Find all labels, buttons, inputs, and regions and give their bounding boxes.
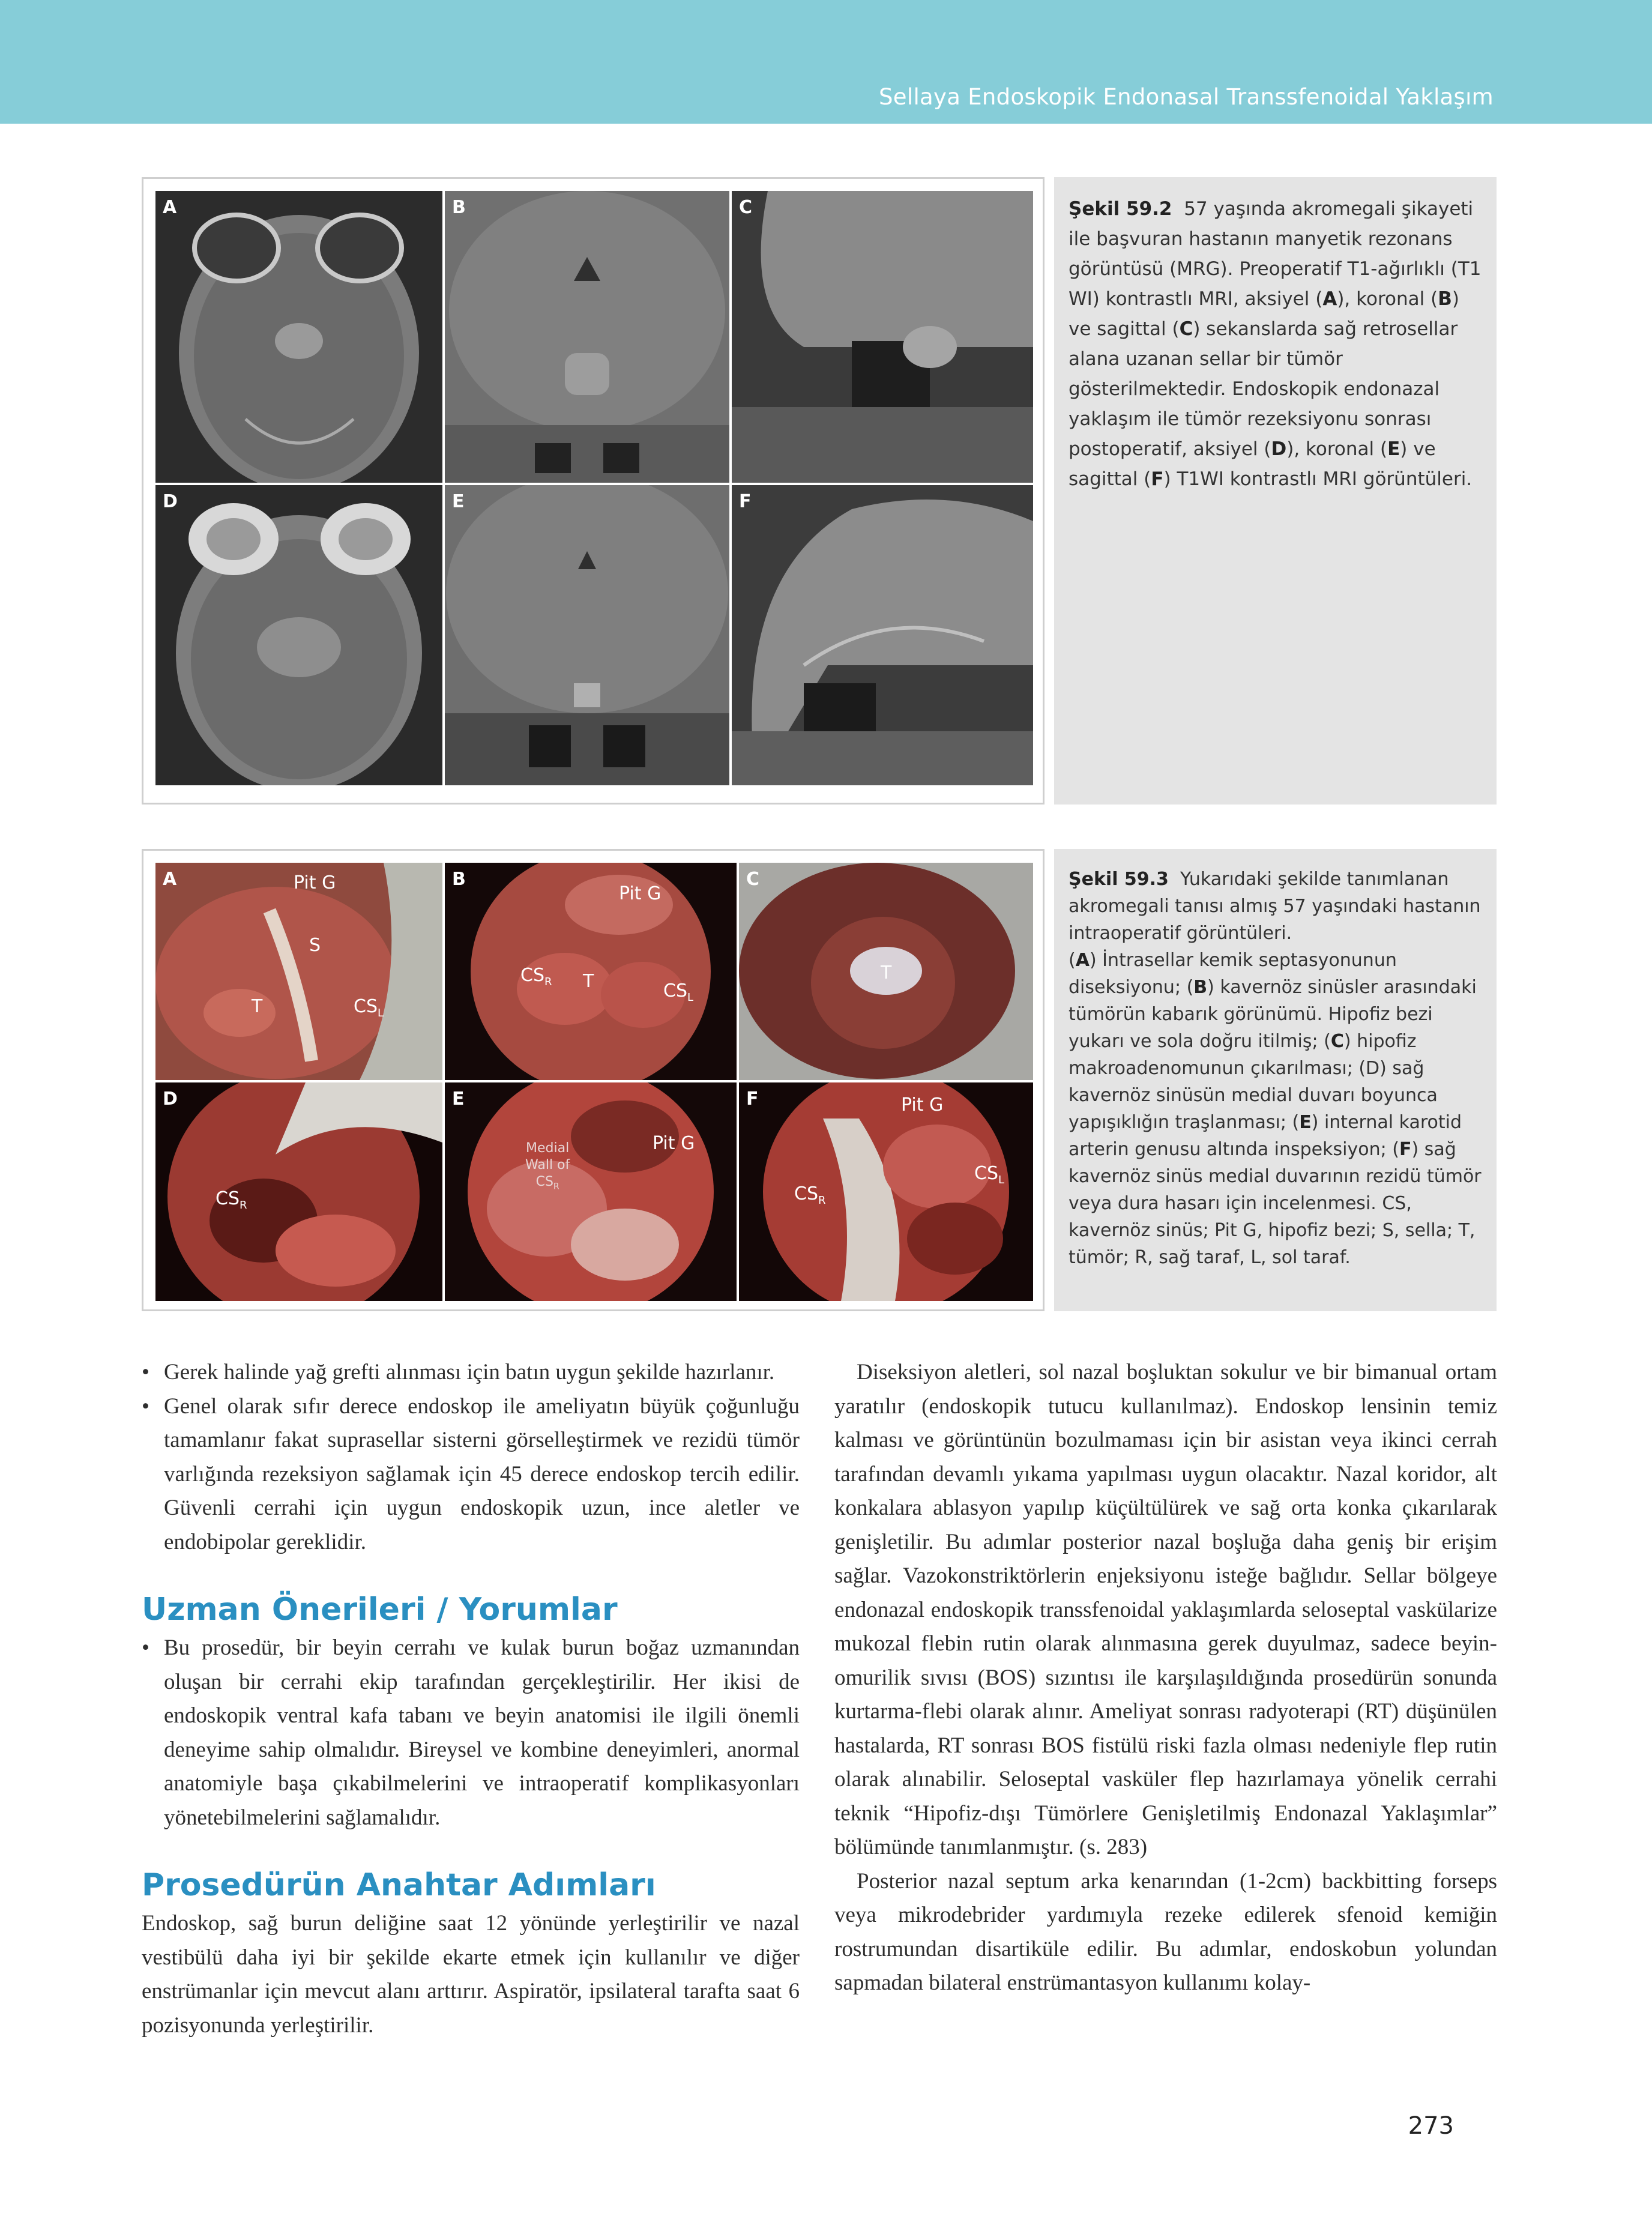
paragraph: Posterior nazal septum arka kenarından (1-2cm) backbitting forseps veya mikrodebrider yardımıyla rezeke edilerek sfenoid kemiğin rostrumundan disartiküle edilir. Bu adımlar, endoskobun yolundan sapmadan bilateral enstrümantasyon kullanımı kolay-	[834, 1868, 1497, 1995]
list-item: • Gerek halinde yağ grefti alınması için batın uygun şekilde hazırlanır.	[142, 1356, 800, 1390]
bullet-list	[142, 1631, 800, 1835]
left-column	[142, 1356, 800, 2042]
running-title: Sellaya Endoskopik Endonasal Transsfenoidal Yaklaşım	[879, 84, 1494, 110]
caption-text: 57 yaşında akromegali şikayeti ile başvuran hastanın manyetik rezonans görüntüsü (MRG). Preoperatif T1-ağırlıklı (T1 WI) kontrastlı MRI, aksiyel (	[1069, 198, 1482, 310]
panel-label: B	[452, 197, 466, 218]
figure-59-3	[142, 849, 1045, 1311]
panel-label: F	[746, 1088, 759, 1109]
panel-label: F	[739, 491, 752, 512]
annotation-cs-left: $CS_L$	[663, 980, 694, 1004]
panel-label: B	[452, 869, 466, 890]
caption-label: Şekil 59.2	[1069, 198, 1172, 220]
annotation-tumor: T	[583, 971, 594, 992]
list-item: • Bu prosedür, bir beyin cerrahı ve kulak burun boğaz uzmanından oluşan bir cerrahi ekip tarafından gerçekleştirilir. Her ikisi de endoskopik ventral kafa tabanı ve beyin anatomisi ile ilgili önemli deneyime sahip olmalıdır. Bireysel ve kombine deneyimleri, anormal anatomiyle başa çıkabilmelerini ve intraoperatif komplikasyonları yönetebilmelerini sağlamalıdır.	[142, 1631, 800, 1835]
caption-text: ) sağ kavernöz sinüs medial duvarının rezidü tümör veya dura hasarı için incelenmesi. CS, kavernöz sinüs; Pit G, hipofiz bezi; S, sella; T, tümör; R, sağ taraf, L, sol taraf.	[1069, 1139, 1482, 1268]
right-column	[834, 1356, 1497, 2000]
caption-key: B	[1438, 288, 1452, 310]
figure-59-3-caption: Şekil 59.3 Yukarıdaki şekilde tanımlanan akromegali tanısı almış 57 yaşındaki hastanın intraoperatif görüntüleri. (A) İntrasellar kemik septasyonunun diseksiyonu; (B) kavernöz sinüsler arasındaki tümörün kabarık görünümü. Hipofiz bezi yukarı ve sola doğru itilmiş; (C) hipofiz makroadenomunun çıkarılması; (D) sağ kavernöz sinüsün medial duvarı boyunca yapışıklığın traşlanması; (E) internal karotid arterin genusu altında inspeksiyon; (F) sağ kavernöz sinüs medial duvarının rezidü tümör veya dura hasarı için incelenmesi. CS, kavernöz sinüs; Pit G, hipofiz bezi; S, sella; T, tümör; R, sağ taraf, L, sol taraf.	[1054, 849, 1497, 1311]
caption-key: B	[1193, 977, 1208, 998]
paragraph: Endoskop, sağ burun deliğine saat 12 yönünde yerleştirilir ve nazal vestibülü daha iyi bir şekilde ekarte etmek için kullanılır ve diğer enstrümanlar için mevcut alanı arttırır. Aspiratör, ipsilateral tarafta saat 6 pozisyonunda yerleştirilir.	[142, 1911, 800, 2038]
panel-label: C	[746, 869, 760, 890]
endoscopic-panel-c	[739, 863, 1033, 1080]
mri-panel-a	[155, 191, 442, 483]
header-band	[0, 0, 1652, 124]
caption-text: ) sekanslarda sağ retrosellar alana uzanan sellar bir tümör gösterilmektedir. Endoskopik endonazal yaklaşım ile tümör rezeksiyonu sonrası postoperatif, aksiyel (	[1069, 318, 1458, 460]
mri-panel-f	[732, 485, 1033, 785]
panel-label: E	[452, 491, 465, 512]
caption-key: E	[1299, 1112, 1312, 1133]
annotation-cs-right: $CS_R$	[216, 1188, 247, 1212]
page-number: 273	[1408, 2112, 1454, 2140]
endoscopic-panel-f	[739, 1082, 1033, 1301]
figure-59-2	[142, 177, 1045, 805]
caption-key: F	[1399, 1139, 1412, 1160]
caption-key: A	[1075, 950, 1090, 971]
bullet-list	[142, 1356, 800, 1559]
paragraph: Diseksiyon aletleri, sol nazal boşluktan sokulur ve bir bimanual ortam yaratılır (endoskopik tutucu kullanılmaz). Endoskop lensinin temiz kalması ve görüntünün bozulmaması için bir asistan veya ikinci cerrah tarafından devamlı yıkama yapılması uygun olacaktır. Nazal koridor, alt konkalara ablasyon yapılıp küçültülürek ve sağ orta konka çıkarılarak genişletilir. Bu adımlar posterior nazal boşluğa daha geniş bir erişim sağlar. Vazokonstriktörlerin enjeksiyonu isteğe bağlıdır. Sellar bölgeye endonazal endoskopik transsfenoidal yaklaşımlarda seloseptal vaskülarize mukozal flebin rutin olarak alınmasına gerek duyulmaz, sadece beyin-omurilik sıvısı (BOS) sızıntısı ile karşılaşıldığında prosedürün sonunda kurtarma-flebi olarak alınır. Ameliyat sonrası radyoterapi (RT) düşünülen hastalarda, RT sonrası BOS fistülü riski fazla olması nedeniyle flep rutin olarak alınabilir. Seloseptal vasküler flep hazırlamaya yönelik cerrahi teknik “Hipofiz-dışı Tümörlere Genişletilmiş Endonazal Yaklaşımlar” bölümünde tanımlanmıştır. (s. 283)	[834, 1360, 1497, 1859]
list-item: • Genel olarak sıfır derece endoskop ile ameliyatın büyük çoğunluğu tamamlanır fakat suprasellar sisterni görselleştirmek ve rezidü tümör varlığında rezeksiyon sağlamak için 45 derece endoskop tercih edilir. Güvenli cerrahi için uygun endoskopik uzun, ince aletler ve endobipolar gereklidir.	[142, 1390, 800, 1560]
mri-panel-c	[732, 191, 1033, 483]
caption-text: ) hipofiz makroadenomunun çıkarılması; (D) sağ kavernöz sinüsün medial duvarı boyunca yapışıklığın traşlanması; (	[1069, 1031, 1438, 1133]
caption-key: C	[1179, 318, 1193, 340]
mri-panel-d	[155, 485, 442, 785]
annotation-cs-right: $CS_R$	[520, 965, 552, 988]
annotation-pit-g: Pit G	[619, 883, 662, 904]
caption-label: Şekil 59.3	[1069, 869, 1169, 890]
mri-panel-b	[445, 191, 729, 483]
caption-text: ), koronal (	[1337, 288, 1438, 310]
annotation-sella: S	[309, 935, 321, 956]
annotation-pit-g: Pit G	[294, 872, 336, 893]
panel-label: D	[163, 491, 178, 512]
endoscopic-panel-b	[445, 863, 737, 1080]
caption-text: ) İntrasellar kemik septasyonunun diseksiyonu; (	[1069, 950, 1397, 998]
annotation-pit-g: Pit G	[653, 1133, 695, 1154]
endoscopic-panel-e	[445, 1082, 737, 1301]
annotation-tumor: T	[252, 996, 263, 1017]
caption-text: ) internal karotid arterin genusu altında inspeksiyon; (	[1069, 1112, 1462, 1160]
annotation-pit-g: Pit G	[901, 1094, 944, 1115]
annotation-cs-right: $CS_R$	[794, 1183, 826, 1207]
caption-text: ), koronal (	[1286, 438, 1388, 460]
caption-text: Yukarıdaki şekilde tanımlanan akromegali tanısı almış 57 yaşındaki hastanın intraoperatif görüntüleri.	[1069, 869, 1481, 944]
panel-label: A	[163, 869, 177, 890]
panel-label: C	[739, 197, 753, 218]
caption-key: F	[1151, 468, 1164, 490]
caption-key: A	[1322, 288, 1337, 310]
caption-key: E	[1387, 438, 1400, 460]
caption-text: ) kavernöz sinüsler arasındaki tümörün kabarık görünümü. Hipofiz bezi yukarı ve sola doğru itilmiş; (	[1069, 977, 1477, 1052]
panel-label: A	[163, 197, 177, 218]
panel-label: E	[452, 1088, 465, 1109]
panel-label: D	[163, 1088, 178, 1109]
mri-panel-e	[445, 485, 729, 785]
caption-key: C	[1330, 1031, 1344, 1052]
caption-text: ) ve sagittal (	[1069, 438, 1436, 490]
caption-text: ) T1WI kontrastlı MRI görüntüleri.	[1163, 468, 1473, 490]
annotation-medial-wall: Medial Wall of $CS_R$	[525, 1141, 570, 1192]
figure-59-2-caption	[1054, 177, 1497, 805]
annotation-cs-left: $CS_L$	[354, 996, 384, 1019]
endoscopic-panel-d	[155, 1082, 442, 1301]
caption-text: ) ve sagittal (	[1069, 288, 1459, 340]
caption-key: D	[1271, 438, 1287, 460]
section-heading-key-steps: Prosedürün Anahtar Adımları	[142, 1867, 656, 1903]
endoscopic-panel-a	[155, 863, 442, 1080]
annotation-tumor: T	[881, 962, 892, 983]
annotation-cs-left: $CS_L$	[974, 1163, 1005, 1186]
section-heading-expert: Uzman Önerileri / Yorumlar	[142, 1592, 618, 1628]
